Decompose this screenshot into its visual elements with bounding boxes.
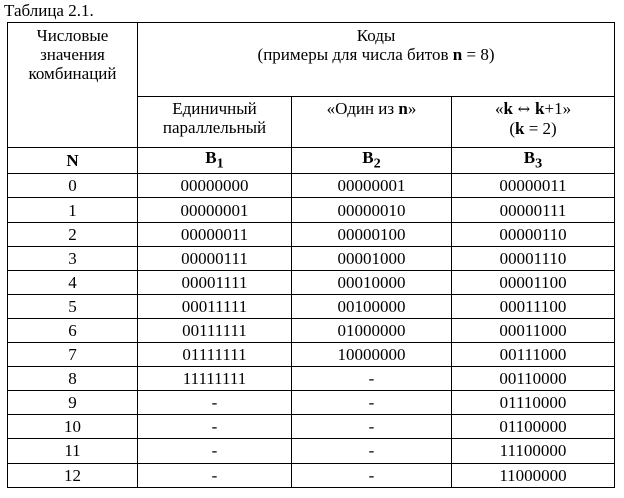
- header-col-one-hot: [292, 97, 452, 148]
- header-b1-letter: B: [205, 148, 217, 167]
- cell-b2: -: [292, 367, 452, 391]
- header-numeric-line-1: Числовые: [36, 26, 109, 45]
- double-arrow-icon: ↔: [512, 100, 536, 118]
- col2-n: n: [398, 99, 408, 118]
- header-numeric-line-3: комбинаций: [28, 64, 117, 83]
- header-b3-sub: 3: [535, 155, 543, 172]
- cell-b2: 01000000: [292, 318, 452, 342]
- codes-table: [7, 22, 615, 488]
- cell-n: 7: [8, 343, 138, 367]
- subtitle-tail: = 8): [462, 45, 495, 64]
- table-row: [8, 318, 615, 342]
- cell-b1: 11111111: [138, 367, 292, 391]
- cell-b2: -: [292, 439, 452, 463]
- col3-open: «: [494, 99, 504, 118]
- header-row-letters: [8, 148, 615, 174]
- cell-b2: 00100000: [292, 294, 452, 318]
- col3-k3: k: [514, 119, 525, 138]
- header-n: [8, 148, 138, 174]
- cell-b2: 10000000: [292, 343, 452, 367]
- table-caption: Таблица 2.1.: [4, 1, 94, 20]
- cell-n: 10: [8, 415, 138, 439]
- table-row: [8, 198, 615, 222]
- cell-b1: 01111111: [138, 343, 292, 367]
- table-row: [8, 463, 615, 487]
- header-b1: [138, 148, 292, 174]
- cell-b3: 00001110: [452, 246, 615, 270]
- cell-b2: 00010000: [292, 270, 452, 294]
- cell-b3: 00000011: [452, 174, 615, 198]
- header-b3: [452, 148, 615, 174]
- cell-b3: 00000111: [452, 198, 615, 222]
- col2-text: «Один из: [326, 99, 399, 118]
- col3-plus: +1»: [544, 99, 572, 118]
- cell-b2: -: [292, 415, 452, 439]
- header-b3-letter: B: [523, 148, 536, 167]
- cell-b1: 00000011: [138, 222, 292, 246]
- table-row: [8, 415, 615, 439]
- cell-b1: 00000000: [138, 174, 292, 198]
- table-row: [8, 246, 615, 270]
- cell-b3: 00011000: [452, 318, 615, 342]
- cell-b2: -: [292, 391, 452, 415]
- table-row: [8, 222, 615, 246]
- cell-b3: 11000000: [452, 463, 615, 487]
- cell-n: 2: [8, 222, 138, 246]
- cell-b2: 00001000: [292, 246, 452, 270]
- col2-tail: »: [407, 99, 417, 118]
- cell-b3: 00001100: [452, 270, 615, 294]
- cell-b1: 00111111: [138, 318, 292, 342]
- cell-b2: 00000100: [292, 222, 452, 246]
- cell-n: 12: [8, 463, 138, 487]
- cell-b1: -: [138, 439, 292, 463]
- cell-b1: 00000001: [138, 198, 292, 222]
- cell-n: 5: [8, 294, 138, 318]
- cell-b3: 00011100: [452, 294, 615, 318]
- cell-b1: 00000111: [138, 246, 292, 270]
- cell-b2: 00000001: [292, 174, 452, 198]
- cell-n: 3: [8, 246, 138, 270]
- cell-b3: 11100000: [452, 439, 615, 463]
- subtitle-n: n: [452, 45, 463, 64]
- cell-n: 1: [8, 198, 138, 222]
- table-row: [8, 174, 615, 198]
- cell-n: 8: [8, 367, 138, 391]
- header-row-top: [8, 23, 615, 97]
- cell-n: 4: [8, 270, 138, 294]
- cell-b2: -: [292, 463, 452, 487]
- header-col-unary-line-1: Единичный: [172, 99, 257, 118]
- col3-paren-close: = 2): [524, 119, 557, 138]
- cell-b1: -: [138, 463, 292, 487]
- cell-b1: 00001111: [138, 270, 292, 294]
- table-row: [8, 367, 615, 391]
- table-row: [8, 343, 615, 367]
- table-row: [8, 294, 615, 318]
- cell-b3: 01110000: [452, 391, 615, 415]
- header-codes: [138, 23, 615, 97]
- cell-n: 6: [8, 318, 138, 342]
- cell-b1: -: [138, 415, 292, 439]
- cell-b1: 00011111: [138, 294, 292, 318]
- cell-b3: 00111000: [452, 343, 615, 367]
- header-n-label: N: [66, 151, 79, 171]
- header-col-unary-line-2: параллельный: [162, 118, 267, 137]
- col3-k2: k: [535, 99, 545, 118]
- header-b2-sub: 2: [373, 155, 381, 172]
- header-codes-subtitle: [258, 45, 495, 64]
- header-col-unary: [138, 97, 292, 148]
- header-b2: [292, 148, 452, 174]
- subtitle-text: (примеры для числа битов: [257, 45, 453, 64]
- table-row: [8, 439, 615, 463]
- cell-b3: 00000110: [452, 222, 615, 246]
- col3-paren-open: (: [509, 119, 515, 138]
- cell-b1: -: [138, 391, 292, 415]
- header-b1-sub: 1: [216, 155, 224, 172]
- header-b2-letter: B: [362, 148, 374, 167]
- cell-b3: 00110000: [452, 367, 615, 391]
- header-numeric-values: [8, 23, 138, 148]
- cell-n: 11: [8, 439, 138, 463]
- table-row: [8, 391, 615, 415]
- table-row: [8, 270, 615, 294]
- col3-k1: k: [503, 99, 513, 118]
- cell-b3: 01100000: [452, 415, 615, 439]
- header-codes-title: Коды: [356, 26, 396, 45]
- cell-n: 9: [8, 391, 138, 415]
- cell-b2: 00000010: [292, 198, 452, 222]
- header-col-johnson: [452, 97, 615, 148]
- header-numeric-line-2: значения: [40, 45, 105, 64]
- cell-n: 0: [8, 174, 138, 198]
